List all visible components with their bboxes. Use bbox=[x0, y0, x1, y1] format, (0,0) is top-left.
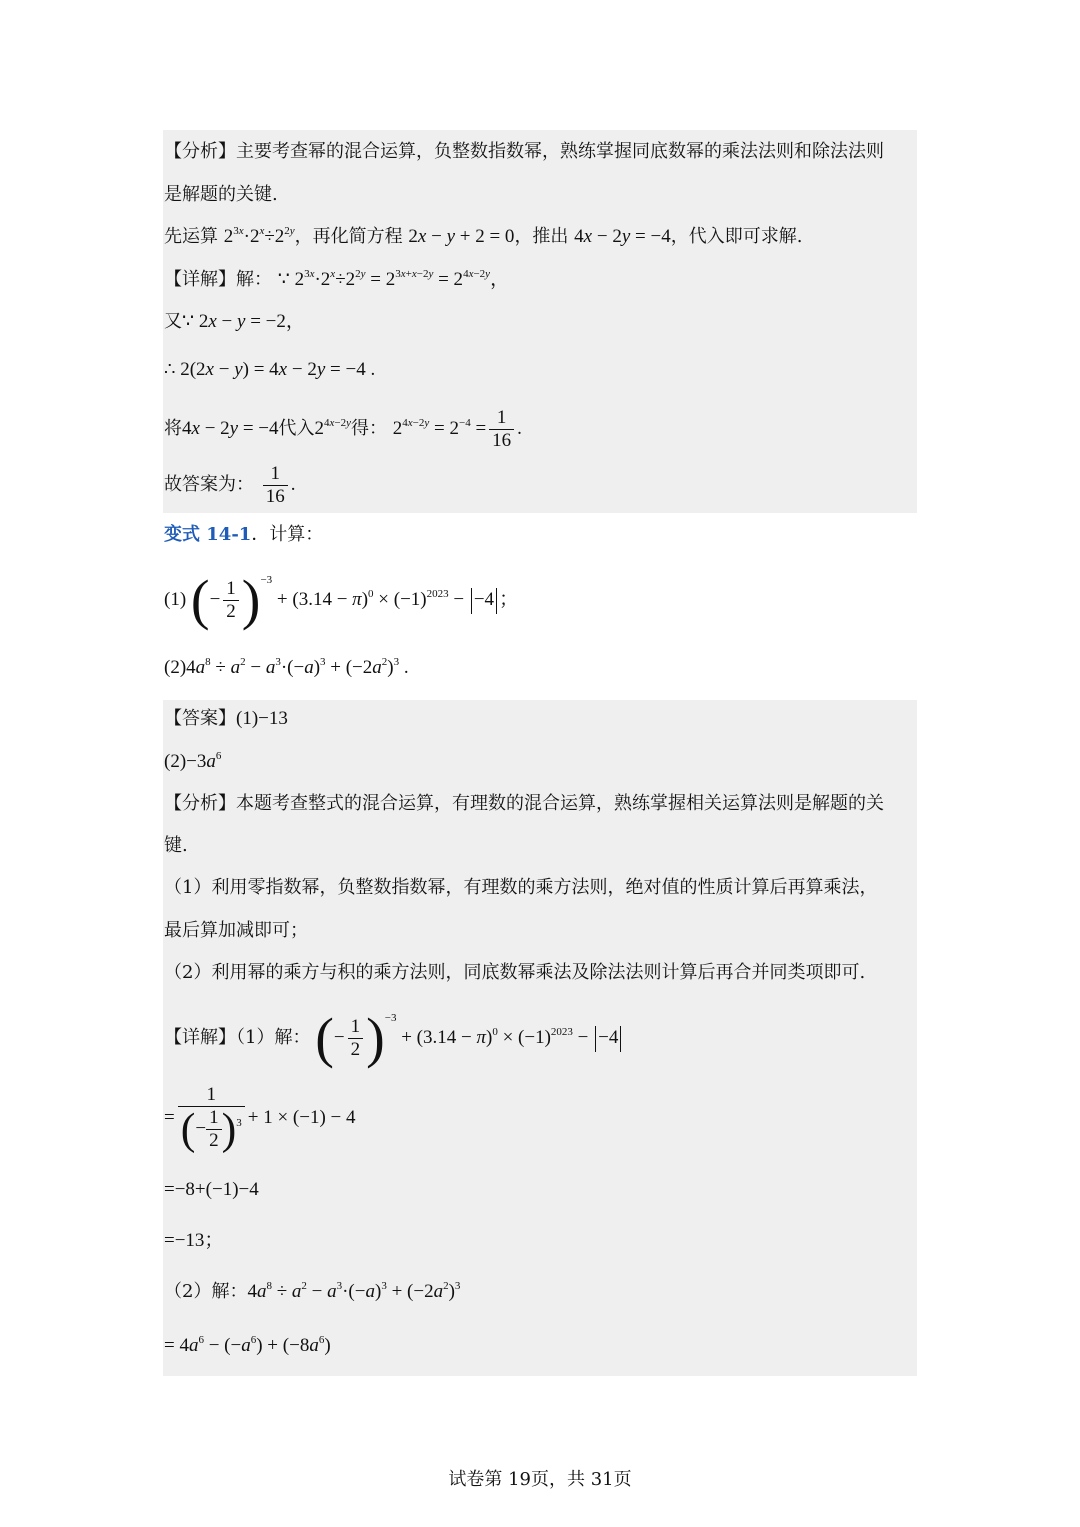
fraction-one-sixteenth: $\frac{1}{16}$ bbox=[489, 407, 514, 452]
analysis-line-3: 先运算 $2^{3x}\cdot 2^x\div 2^{2y}$，再化简方程 2x − y + 2 = 0，推出 4x − 2y = −4，代入即可求解. bbox=[164, 225, 803, 247]
detail2-line-1: 【详解】（1）解： (− $\frac{1}{2}$ )$^{-3} + (3.14 - \pi)^0 \times (-1)^{2023} - -4$ bbox=[164, 1010, 623, 1067]
question-1: (1) (− $\frac{1}{2}$ )$^{-3} + (3.14 - \pi)^0 \times (-1)^{2023} - -4$ ； bbox=[164, 569, 519, 632]
detail2-part2: （2）解：$4a^8 \div a^2 - a^3\cdot(-a)^3 + (-2a^2)^3$ bbox=[164, 1280, 461, 1302]
variant-heading: 变式 14-1．计算： bbox=[164, 524, 324, 545]
detail-answer: 故答案为： $\frac{1}{16}$ . bbox=[164, 462, 296, 507]
detail-line-3: ∴ 2(2x − y) = 4x − 2y = −4 . bbox=[164, 359, 376, 380]
analysis2-line-3: （1）利用零指数幂，负整数指数幂，有理数的乘方法则，绝对值的性质计算后再算乘法， bbox=[164, 877, 878, 898]
detail2-step-2: =−8+(−1)−4 bbox=[164, 1179, 259, 1200]
detail-line-4: 将4x − 2y = −4代入$2^{4x-2y}$得： $2^{4x-2y} = 2^{-4}$ = $\frac{1}{16}$ . bbox=[164, 406, 522, 451]
expr-power-product: $2^{3x}\cdot 2^x\div 2^{2y}$ bbox=[223, 225, 295, 247]
analysis2-line-2: 键. bbox=[164, 835, 188, 856]
detail2-part2-step: = $4a^6 - (-a^6) + (-8a^6)$ bbox=[164, 1334, 331, 1356]
fraction-one-sixteenth: $\frac{1}{16}$ bbox=[263, 463, 288, 508]
detail2-step-3: =−13； bbox=[164, 1230, 224, 1251]
expr-equation: 2x − y + 2 = 0 bbox=[408, 226, 515, 247]
analysis2-line-5: （2）利用幂的乘方与积的乘方法则，同底数幂乘法及除法法则计算后再合并同类项即可. bbox=[164, 962, 866, 983]
answer-line-1: 【答案】(1)−13 bbox=[164, 708, 288, 729]
analysis-line-2: 是解题的关键. bbox=[164, 184, 278, 205]
analysis2-line-1: 【分析】本题考查整式的混合运算，有理数的混合运算，熟练掌握相关运算法则是解题的关 bbox=[164, 793, 884, 814]
detail-line-2: 又∵ 2x − y = −2， bbox=[164, 311, 305, 332]
answer-line-2: $(2)-3a^6$ bbox=[164, 750, 222, 772]
detail-line-1: 【详解】解： ∵ $2^{3x}\cdot 2^x\div 2^{2y} = 2^{3x+x-2y} = 2^{4x-2y}$， bbox=[164, 268, 510, 290]
page-footer: 试卷第 19页，共 31页 bbox=[448, 1469, 632, 1490]
detail2-step-1: = 1 (− $\frac{1}{2}$ )$^3$ + 1 × (−1) − 4 bbox=[164, 1084, 356, 1154]
question-2: $(2)4a^8 \div a^2 - a^3\cdot(-a)^3 + (-2a^2)^3$ . bbox=[164, 656, 409, 678]
expr-derived: 4x − 2y = −4 bbox=[574, 226, 671, 247]
analysis-line-1: 【分析】主要考查幂的混合运算，负整数指数幂，熟练掌握同底数幂的乘法法则和除法法则 bbox=[164, 141, 884, 162]
analysis2-line-4: 最后算加减即可； bbox=[164, 920, 308, 941]
